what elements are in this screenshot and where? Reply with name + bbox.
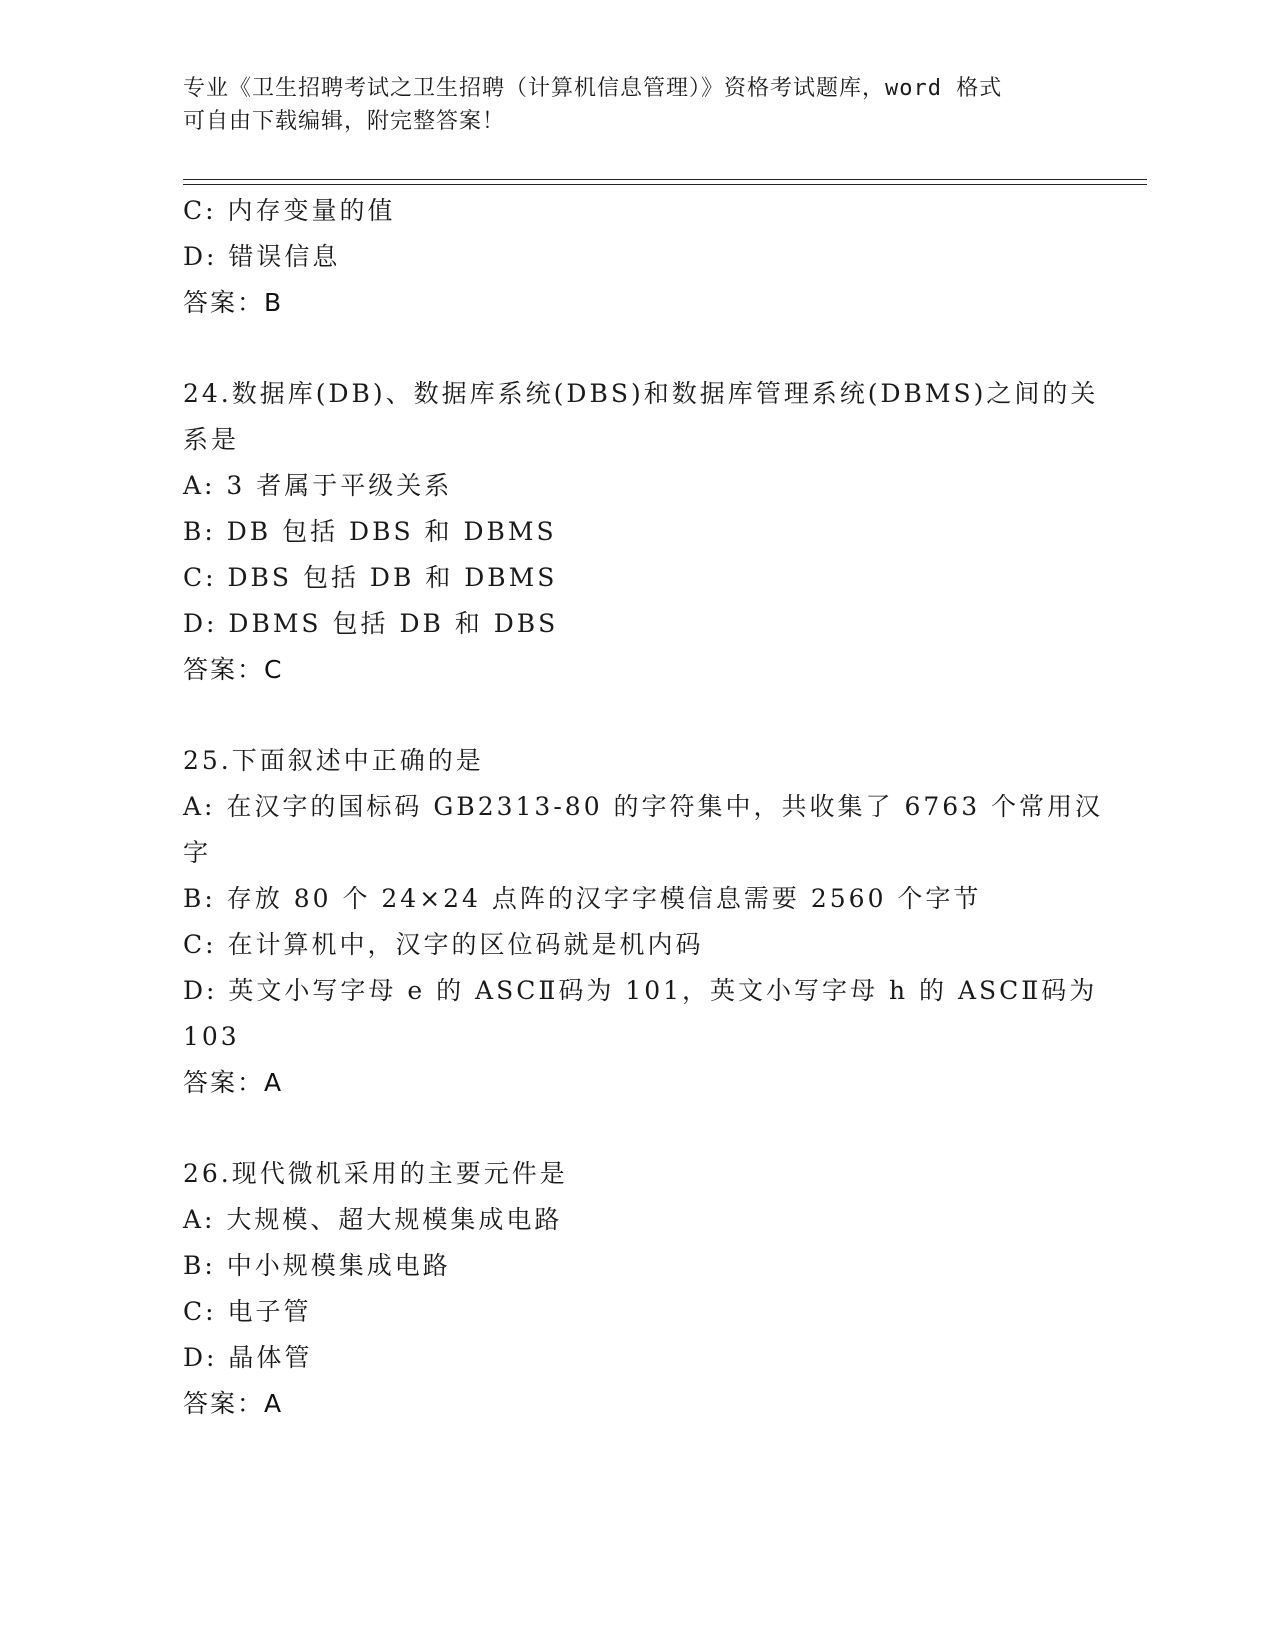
question-23-tail: [183, 188, 1063, 326]
option-d: D: 错误信息: [183, 242, 341, 271]
option-d: D: 晶体管: [183, 1343, 313, 1372]
question-stem-continued: 系是: [183, 425, 240, 454]
option-a-continued: 字: [183, 838, 212, 867]
question-stem: 26.现代微机采用的主要元件是: [183, 1159, 568, 1188]
spacer: [183, 326, 1063, 371]
option-a: A: 大规模、超大规模集成电路: [183, 1205, 563, 1234]
option-a: A: 在汉字的国标码 GB2313-80 的字符集中，共收集了 6763 个常用汉: [183, 792, 1104, 821]
header-divider-top: [183, 179, 1147, 180]
question-26: [183, 1151, 1063, 1427]
header-divider-bottom: [183, 184, 1147, 185]
option-b: B: 中小规模集成电路: [183, 1251, 451, 1280]
question-25: [183, 738, 1104, 1106]
answer-line: 答案：A: [183, 1389, 284, 1418]
answer-line: 答案：C: [183, 655, 284, 684]
answer-line: 答案：A: [183, 1068, 284, 1097]
option-d-continued: 103: [183, 1022, 240, 1051]
option-c: C: 在计算机中，汉字的区位码就是机内码: [183, 930, 704, 959]
spacer: [183, 693, 1063, 738]
spacer: [183, 1106, 1063, 1151]
option-c: C: DBS 包括 DB 和 DBMS: [183, 563, 558, 592]
question-24: [183, 371, 1099, 693]
answer-line: 答案：B: [183, 288, 284, 317]
option-b: B: 存放 80 个 24×24 点阵的汉字字模信息需要 2560 个字节: [183, 884, 982, 913]
option-d: D: DBMS 包括 DB 和 DBS: [183, 609, 559, 638]
option-c: C: 电子管: [183, 1297, 312, 1326]
question-stem: 24.数据库(DB)、数据库系统(DBS)和数据库管理系统(DBMS)之间的关: [183, 379, 1099, 408]
question-list: [183, 188, 1104, 1427]
option-c: C: 内存变量的值: [183, 196, 396, 225]
option-d: D: 英文小写字母 e 的 ASCⅡ码为 101，英文小写字母 h 的 ASCⅡ码为: [183, 976, 1098, 1005]
header-line-2: 可自由下载编辑，附完整答案！: [183, 109, 506, 134]
question-stem: 25.下面叙述中正确的是: [183, 746, 484, 775]
document-header: [183, 72, 1063, 138]
option-b: B: DB 包括 DBS 和 DBMS: [183, 517, 557, 546]
header-line-1: 专业《卫生招聘考试之卫生招聘（计算机信息管理）》资格考试题库，word 格式: [183, 76, 1003, 101]
option-a: A: 3 者属于平级关系: [183, 471, 453, 500]
